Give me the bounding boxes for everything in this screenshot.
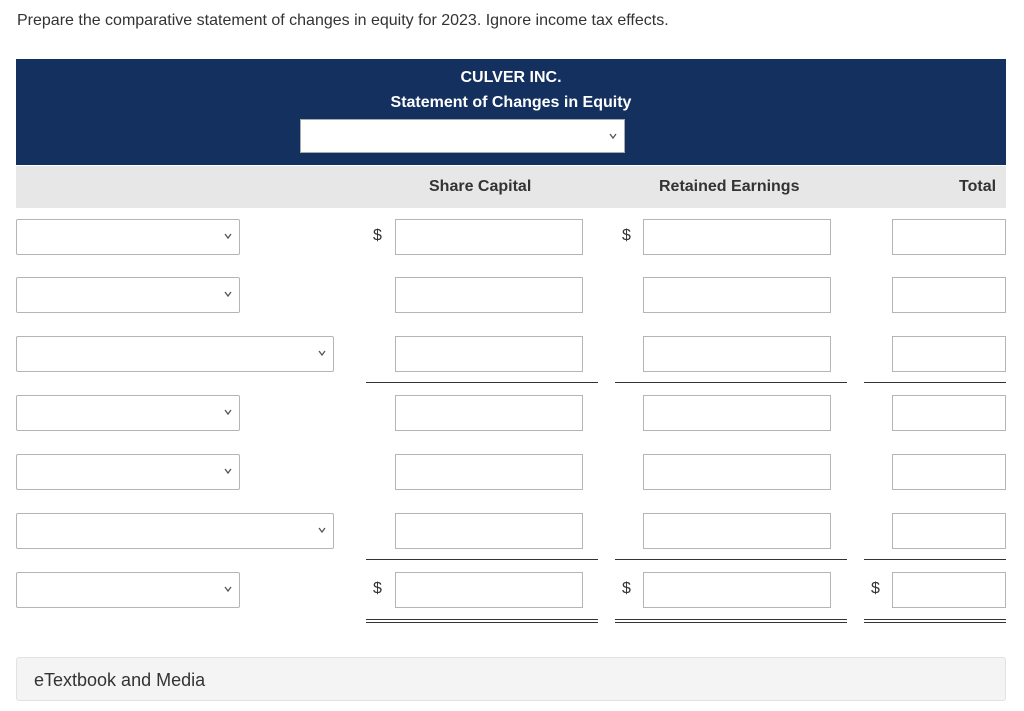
dollar-sign: $	[622, 580, 631, 597]
column-total: Total	[959, 178, 997, 195]
chevron-down-icon	[223, 289, 233, 299]
row-6-retained-earnings-input[interactable]	[643, 513, 831, 549]
subtotal-rule	[864, 382, 1006, 383]
row-7-share-capital-input[interactable]	[395, 572, 583, 608]
etextbook-media-label: eTextbook and Media	[34, 670, 206, 690]
subtotal-rule	[864, 559, 1006, 560]
statement-title: Statement of Changes in Equity	[390, 94, 632, 111]
row-3-share-capital-input[interactable]	[395, 336, 583, 372]
row-7-total-input[interactable]	[892, 572, 1006, 608]
subtotal-rule	[615, 382, 847, 383]
row-3-total-input[interactable]	[892, 336, 1006, 372]
total-double-rule	[366, 619, 598, 623]
row-1-retained-earnings-input[interactable]	[643, 219, 831, 255]
total-double-rule	[615, 619, 847, 623]
row-1-label-select[interactable]	[16, 219, 240, 255]
chevron-down-icon	[223, 466, 233, 476]
row-5-retained-earnings-input[interactable]	[643, 454, 831, 490]
row-5-total-input[interactable]	[892, 454, 1006, 490]
row-2-share-capital-input[interactable]	[395, 277, 583, 313]
subtotal-rule	[366, 559, 598, 560]
dollar-sign: $	[373, 227, 382, 244]
instruction-text: Prepare the comparative statement of changes in equity for 2023. Ignore income tax effects.	[17, 12, 669, 29]
chevron-down-icon	[223, 407, 233, 417]
subtotal-rule	[615, 559, 847, 560]
dollar-sign: $	[373, 580, 382, 597]
column-retained-earnings: Retained Earnings	[659, 178, 800, 195]
row-7-label-select[interactable]	[16, 572, 240, 608]
row-4-label-select[interactable]	[16, 395, 240, 431]
row-2-retained-earnings-input[interactable]	[643, 277, 831, 313]
chevron-down-icon	[223, 584, 233, 594]
chevron-down-icon	[317, 525, 327, 535]
total-double-rule	[864, 619, 1006, 623]
row-4-retained-earnings-input[interactable]	[643, 395, 831, 431]
chevron-down-icon	[608, 131, 618, 141]
row-6-total-input[interactable]	[892, 513, 1006, 549]
etextbook-media-button[interactable]	[16, 657, 1006, 701]
row-2-total-input[interactable]	[892, 277, 1006, 313]
row-1-total-input[interactable]	[892, 219, 1006, 255]
dollar-sign: $	[871, 580, 880, 597]
row-4-total-input[interactable]	[892, 395, 1006, 431]
row-1-share-capital-input[interactable]	[395, 219, 583, 255]
column-header-bar	[16, 166, 1006, 208]
row-3-retained-earnings-input[interactable]	[643, 336, 831, 372]
subtotal-rule	[366, 382, 598, 383]
row-6-label-select[interactable]	[16, 513, 334, 549]
chevron-down-icon	[223, 231, 233, 241]
row-3-label-select[interactable]	[16, 336, 334, 372]
row-7-retained-earnings-input[interactable]	[643, 572, 831, 608]
row-2-label-select[interactable]	[16, 277, 240, 313]
row-5-share-capital-input[interactable]	[395, 454, 583, 490]
statement-header	[16, 59, 1006, 165]
row-6-share-capital-input[interactable]	[395, 513, 583, 549]
dollar-sign: $	[622, 227, 631, 244]
row-4-share-capital-input[interactable]	[395, 395, 583, 431]
row-5-label-select[interactable]	[16, 454, 240, 490]
column-share-capital: Share Capital	[429, 178, 532, 195]
company-name: CULVER INC.	[460, 69, 562, 86]
chevron-down-icon	[317, 348, 327, 358]
period-select[interactable]	[300, 119, 625, 153]
